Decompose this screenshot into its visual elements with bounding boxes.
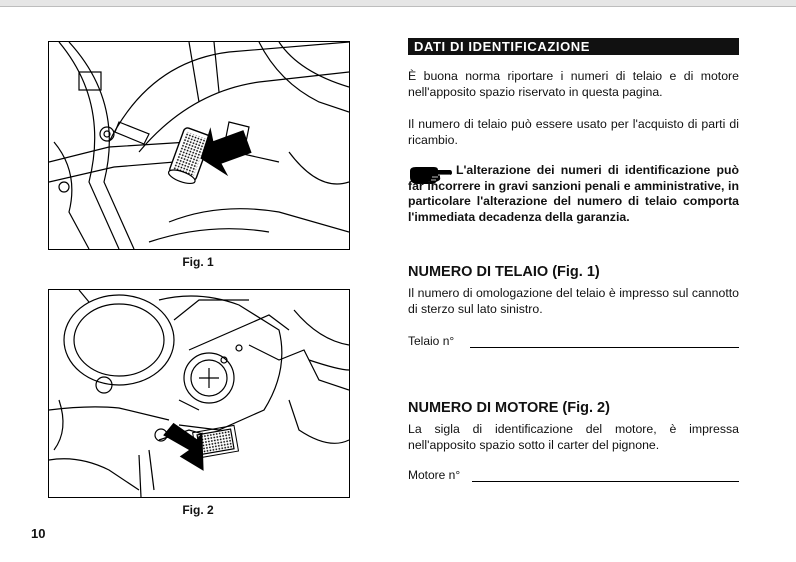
heading-numero-telaio: NUMERO DI TELAIO (Fig. 1) xyxy=(408,264,600,280)
figure-2-caption: Fig. 2 xyxy=(182,503,214,517)
heading-numero-motore: NUMERO DI MOTORE (Fig. 2) xyxy=(408,400,610,416)
steering-head-drawing xyxy=(49,42,349,249)
warning-paragraph: L'alterazione dei numeri di identificazione può far incorrere in gravi sanzioni penali e amministrative, in particolare l'alterazione del numero di telaio comporta l'immediata decadenza della garanzia. xyxy=(408,163,739,224)
motore-number-field[interactable] xyxy=(408,468,739,484)
figure-2-engine-sprocket-illustration xyxy=(48,289,350,498)
page-number: 10 xyxy=(31,526,46,541)
intro-paragraph-1: È buona norma riportare i numeri di telaio e di motore nell'apposito spazio riservato in questa pagina. xyxy=(408,69,739,99)
telaio-write-line[interactable] xyxy=(470,347,739,348)
telaio-number-field[interactable] xyxy=(408,334,739,350)
figure-1-frame-steering-illustration xyxy=(48,41,350,250)
motore-field-label: Motore n° xyxy=(408,468,461,482)
motore-description: La sigla di identificazione del motore, è impressa nell'apposito spazio sotto il carter del pignone. xyxy=(408,422,739,452)
section-title-banner: DATI DI IDENTIFICAZIONE xyxy=(408,38,739,55)
telaio-description: Il numero di omologazione del telaio è impresso sul cannotto di sterzo sul lato sinistro. xyxy=(408,286,739,316)
intro-paragraph-2: Il numero di telaio può essere usato per l'acquisto di parti di ricambio. xyxy=(408,117,739,147)
top-border xyxy=(0,0,796,7)
engine-cover-drawing xyxy=(49,290,349,497)
motore-write-line[interactable] xyxy=(472,481,739,482)
telaio-field-label: Telaio n° xyxy=(408,334,455,348)
figure-1-caption: Fig. 1 xyxy=(182,255,214,269)
